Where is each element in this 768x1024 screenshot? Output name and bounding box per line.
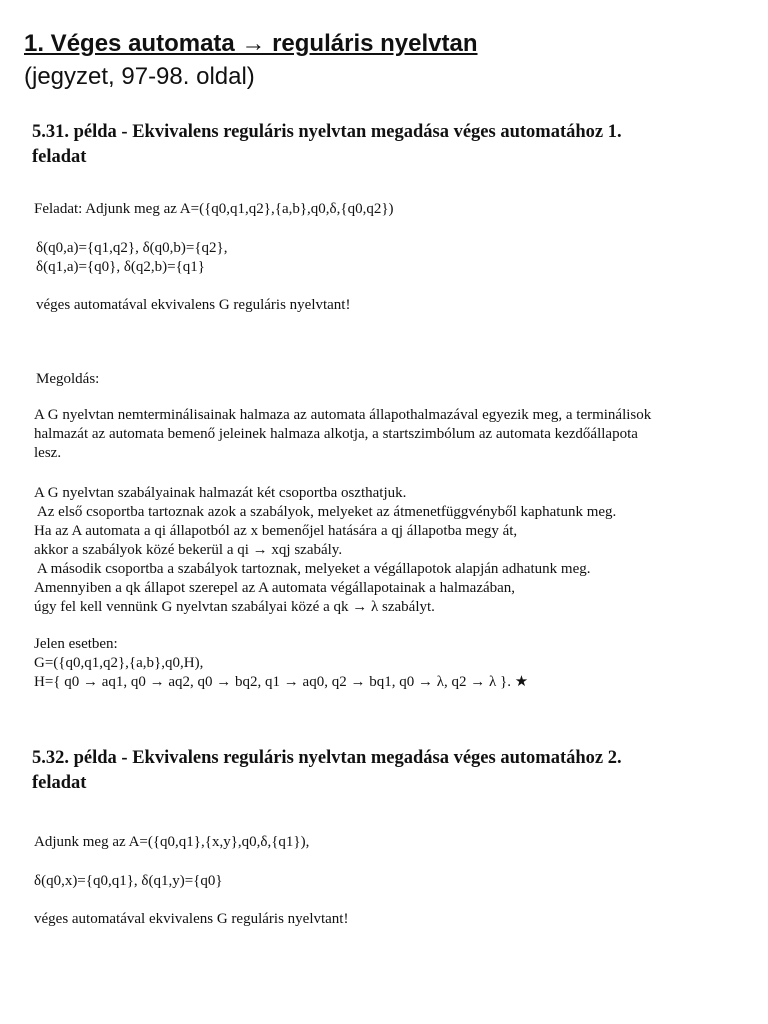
paragraph-line: Ha az A automata a qi állapotból az x bemenőjel hatására a qj állapotba megy át, xyxy=(34,523,518,539)
example-1-delta-line1: δ(q0,a)={q1,q2}, δ(q0,b)={q2}, xyxy=(36,240,228,256)
example-1-delta-line2: δ(q1,a)={q0}, δ(q2,b)={q1} xyxy=(36,259,205,275)
example-1-heading-line2: feladat xyxy=(32,147,87,167)
paragraph-line: G=({q0,q1,q2},{a,b},q0,H), xyxy=(34,655,204,671)
solution-label: Megoldás: xyxy=(36,371,100,387)
solution-paragraph-2 xyxy=(34,484,616,617)
example-1-closing: véges automatával ekvivalens G reguláris nyelvtant! xyxy=(36,297,351,313)
paragraph-line: akkor a szabályok közé bekerül a qi → xqj szabály. xyxy=(34,542,343,558)
page-subtitle: (jegyzet, 97-98. oldal) xyxy=(24,63,255,90)
paragraph-line: Jelen esetben: xyxy=(34,636,118,652)
paragraph-line: lesz. xyxy=(34,445,62,461)
paragraph-line: úgy fel kell vennünk G nyelvtan szabályai közé a qk → λ szabályt. xyxy=(34,599,435,615)
example-1-heading-line1: 5.31. példa - Ekvivalens reguláris nyelvtan megadása véges automatához 1. xyxy=(32,122,622,142)
solution-paragraph-1 xyxy=(34,406,651,463)
paragraph-line: Az első csoportba tartoznak azok a szabályok, melyeket az átmenetfüggvényből kaphatunk meg. xyxy=(34,504,617,520)
example-2-closing: véges automatával ekvivalens G reguláris nyelvtant! xyxy=(34,911,349,927)
paragraph-line: H={ q0 → aq1, q0 → aq2, q0 → bq2, q1 → aq0, q2 → bq1, q0 → λ, q2 → λ }. ★ xyxy=(34,674,529,690)
example-2-heading-line2: feladat xyxy=(32,773,87,793)
paragraph-line: A második csoportba a szabályok tartoznak, melyeket a végállapotok alapján adhatunk meg. xyxy=(34,561,591,577)
paragraph-line: A G nyelvtan szabályainak halmazát két csoportba oszthatjuk. xyxy=(34,485,407,501)
solution-paragraph-3 xyxy=(34,635,528,692)
page-title: 1. Véges automata → reguláris nyelvtan xyxy=(24,30,478,57)
example-2-heading-line1: 5.32. példa - Ekvivalens reguláris nyelvtan megadása véges automatához 2. xyxy=(32,748,622,768)
paragraph-line: A G nyelvtan nemterminálisainak halmaza az automata állapothalmazával egyezik meg, a terminálisok xyxy=(34,407,652,423)
example-2-task: Adjunk meg az A=({q0,q1},{x,y},q0,δ,{q1}), xyxy=(34,834,310,850)
example-1-task: Feladat: Adjunk meg az A=({q0,q1,q2},{a,b},q0,δ,{q0,q2}) xyxy=(34,201,394,217)
paragraph-line: halmazát az automata bemenő jeleinek halmaza alkotja, a startszimbólum az automata kezdőállapota xyxy=(34,426,638,442)
example-2-delta: δ(q0,x)={q0,q1}, δ(q1,y)={q0} xyxy=(34,873,223,889)
example-2-heading xyxy=(32,746,622,796)
example-1-heading xyxy=(32,120,622,170)
paragraph-line: Amennyiben a qk állapot szerepel az A automata végállapotainak a halmazában, xyxy=(34,580,516,596)
